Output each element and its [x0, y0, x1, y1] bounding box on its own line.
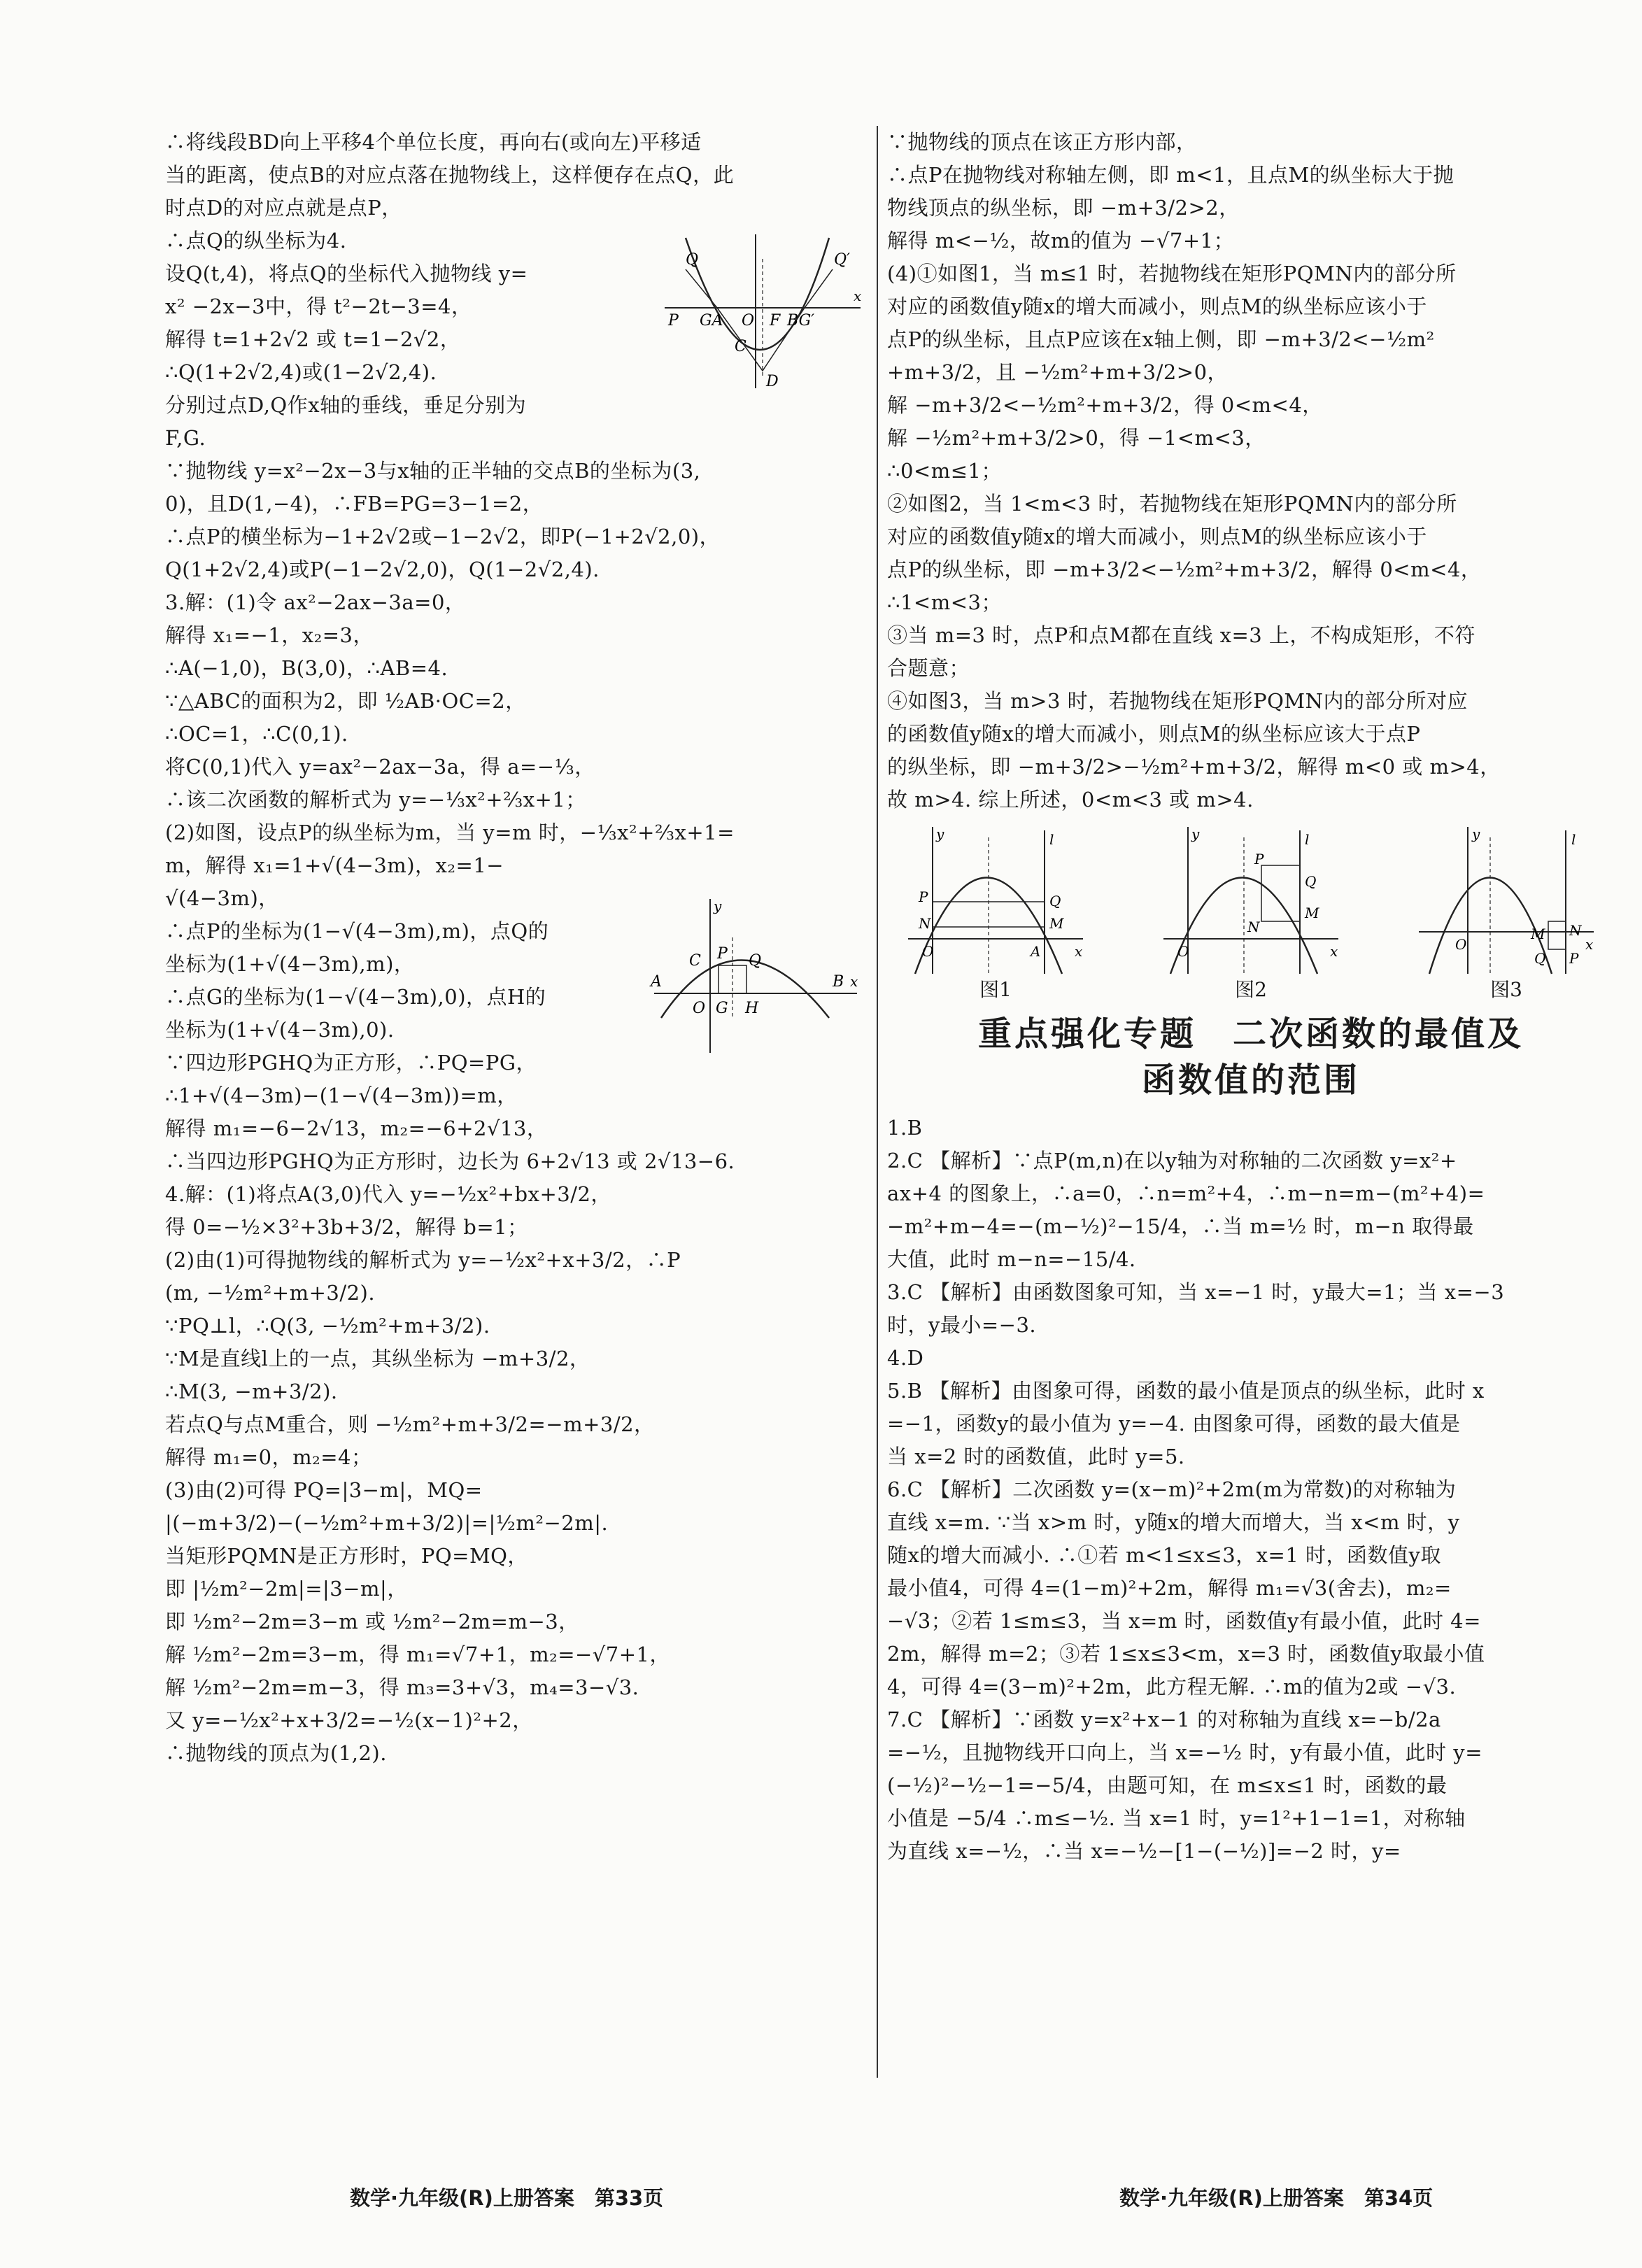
svg-text:D: D: [766, 373, 779, 390]
right-top-text-line: ∴点P在抛物线对称轴左侧，即 m<1，且点M的纵坐标大于抛: [887, 163, 1455, 187]
svg-text:Q: Q: [1049, 893, 1061, 909]
svg-text:A: A: [1031, 943, 1041, 960]
left-text-line: 又 y=−½x²+x+3/2=−½(x−1)²+2，: [165, 1708, 533, 1732]
right-top-text-line: ∵抛物线的顶点在该正方形内部，: [887, 130, 1197, 154]
left-text-line: 0)，且D(1,−4)，∴FB=PG=3−1=2，: [165, 492, 544, 516]
footer-right: 数学·九年级(R)上册答案 第34页: [1119, 2186, 1434, 2210]
svg-text:P: P: [919, 888, 928, 905]
svg-text:P: P: [668, 312, 679, 329]
right-bottom-text-line: 小值是 −5/4 ∴m≤−½. 当 x=1 时，y=1²+1−1=1，对称轴: [887, 1806, 1466, 1830]
right-top-text-line: 解得 m<−½，故m的值为 −√7+1；: [887, 229, 1235, 253]
left-text-line: ∴OC=1，∴C(0,1).: [165, 722, 348, 746]
svg-text:P: P: [717, 945, 728, 963]
left-text-line: (m, −½m²+m+3/2).: [165, 1281, 376, 1305]
figure-2-caption: 图2: [1235, 978, 1267, 1001]
right-bottom-text-line: =−½，且抛物线开口向上，当 x=−½ 时，y有最小值，此时 y=: [887, 1741, 1482, 1764]
right-bottom-text-line: ax+4 的图象上，∴a=0，∴n=m²+4，∴m−n=m−(m²+4)=: [887, 1182, 1485, 1205]
figure-3: [1412, 823, 1601, 1002]
left-text-line: 解得 x₁=−1，x₂=3，: [165, 623, 374, 647]
svg-text:Q: Q: [686, 251, 699, 269]
left-text-line: ∴点Q的纵坐标为4.: [165, 229, 347, 253]
right-top-text-line: 点P的纵坐标，即 −m+3/2<−½m²+m+3/2，解得 0<m<4，: [887, 558, 1482, 581]
left-text-line: 当的距离，使点B的对应点落在抛物线上，这样便存在点Q，此: [165, 163, 735, 187]
left-text-line: m，解得 x₁=1+√(4−3m)，x₂=1−: [165, 853, 504, 877]
left-text-line: 坐标为(1+√(4−3m),0).: [165, 1018, 395, 1042]
left-text-line: (2)由(1)可得抛物线的解析式为 y=−½x²+x+3/2，∴P: [165, 1248, 681, 1272]
figure-1-caption: 图1: [979, 978, 1012, 1001]
right-top-text-line: 对应的函数值y随x的增大而减小，则点M的纵坐标应该小于: [887, 525, 1427, 548]
svg-text:F: F: [770, 312, 781, 329]
right-top-text-line: 故 m>4. 综上所述，0<m<3 或 m>4.: [887, 788, 1254, 811]
left-text-line: ∵四边形PGHQ为正方形，∴PQ=PG，: [165, 1051, 537, 1075]
right-bottom-text-line: 为直线 x=−½，∴当 x=−½−[1−(−½)]=−2 时，y=: [887, 1839, 1401, 1863]
section-title-line-1: 重点强化专题 二次函数的最值及: [977, 1014, 1524, 1054]
svg-text:y: y: [936, 825, 944, 842]
right-top-text-line: ∴0<m≤1；: [887, 459, 1002, 483]
left-text-line: ∵△ABC的面积为2，即 ½AB·OC=2，: [165, 689, 526, 713]
left-text-line: Q(1+2√2,4)或P(−1−2√2,0)，Q(1−2√2,4).: [165, 558, 600, 581]
left-text-line: 设Q(t,4)，将点Q的坐标代入抛物线 y=: [165, 262, 528, 285]
svg-text:y: y: [1472, 825, 1480, 842]
right-bottom-text-line: 2m，解得 m=2；③若 1≤x≤3<m，x=3 时，函数值y取最小值: [887, 1642, 1485, 1666]
left-text-line: F,G.: [165, 426, 206, 450]
svg-text:P: P: [1569, 950, 1579, 967]
right-top-text-line: ②如图2，当 1<m<3 时，若抛物线在矩形PQMN内的部分所: [887, 492, 1457, 516]
svg-text:B: B: [833, 973, 844, 991]
svg-text:C: C: [735, 338, 746, 355]
svg-text:H: H: [745, 1000, 759, 1017]
svg-text:Q: Q: [1534, 950, 1546, 967]
right-bottom-text-line: 时，y最小=−3.: [887, 1313, 1037, 1337]
right-bottom-text-line: 3.C 【解析】由函数图象可知，当 x=−1 时，y最大=1；当 x=−3: [887, 1280, 1505, 1304]
svg-text:y: y: [714, 898, 722, 914]
svg-text:y: y: [1191, 825, 1200, 842]
right-top-text-line: 解 −½m²+m+3/2>0，得 −1<m<3，: [887, 426, 1266, 450]
svg-text:l: l: [1305, 831, 1310, 848]
right-bottom-text-line: (−½)²−½−1=−5/4，由题可知，在 m≤x≤1 时，函数的最: [887, 1773, 1448, 1797]
section-title-line-2: 函数值的范围: [1141, 1061, 1360, 1100]
left-text-line: 解得 t=1+2√2 或 t=1−2√2，: [165, 327, 461, 351]
left-text-line: 将C(0,1)代入 y=ax²−2ax−3a，得 a=−⅓，: [165, 755, 595, 779]
figure-1: [901, 823, 1090, 1002]
left-text-line: ∴抛物线的顶点为(1,2).: [165, 1741, 387, 1765]
left-text-line: 分别过点D,Q作x轴的垂线，垂足分别为: [165, 393, 527, 417]
svg-text:x: x: [1330, 943, 1338, 960]
svg-text:A: A: [651, 973, 662, 991]
svg-text:Q: Q: [749, 952, 762, 970]
figure-square-pghq: [647, 895, 864, 1056]
left-text-line: √(4−3m)，: [165, 886, 279, 910]
left-text-line: ∴Q(1+2√2,4)或(1−2√2,4).: [165, 360, 437, 384]
svg-text:l: l: [1049, 831, 1054, 848]
left-text-line: ∵PQ⊥l，∴Q(3, −½m²+m+3/2).: [165, 1314, 490, 1338]
figure-3-caption: 图3: [1490, 978, 1522, 1001]
svg-text:x: x: [850, 973, 858, 990]
right-bottom-text-line: −√3；②若 1≤m≤3，当 x=m 时，函数值y有最小值，此时 4=: [887, 1609, 1481, 1633]
right-top-text-line: 对应的函数值y随x的增大而减小，则点M的纵坐标应该小于: [887, 295, 1427, 318]
right-bottom-text-line: 直线 x=m. ∵当 x>m 时，y随x的增大而增大，当 x<m 时，y: [887, 1510, 1460, 1534]
right-top-text-line: ③当 m=3 时，点P和点M都在直线 x=3 上，不构成矩形，不符: [887, 623, 1475, 647]
right-top-text-line: 的纵坐标，即 −m+3/2>−½m²+m+3/2，解得 m<0 或 m>4，: [887, 755, 1501, 779]
svg-text:BG′: BG′: [787, 312, 815, 329]
left-text-line: 得 0=−½×3²+3b+3/2，解得 b=1；: [165, 1215, 528, 1239]
left-text-line: 解得 m₁=0，m₂=4；: [165, 1445, 372, 1469]
left-text-line: ∴M(3, −m+3/2).: [165, 1380, 338, 1403]
right-bottom-text-line: =−1，函数y的最小值为 y=−4. 由图象可得，函数的最大值是: [887, 1412, 1461, 1436]
right-bottom-text-line: 7.C 【解析】∵函数 y=x²+x−1 的对称轴为直线 x=−b/2a: [887, 1708, 1441, 1731]
column-divider: [877, 126, 878, 2078]
right-top-text-line: 合题意；: [887, 656, 970, 680]
left-text-line: ∴点G的坐标为(1−√(4−3m),0)，点H的: [165, 985, 546, 1009]
right-top-text-line: +m+3/2，且 −½m²+m+3/2>0，: [887, 360, 1229, 384]
left-text-line: (3)由(2)可得 PQ=|3−m|，MQ=: [165, 1478, 483, 1502]
right-bottom-text-line: 6.C 【解析】二次函数 y=(x−m)²+2m(m为常数)的对称轴为: [887, 1477, 1457, 1501]
right-top-text-line: 解 −m+3/2<−½m²+m+3/2，得 0<m<4，: [887, 393, 1323, 417]
left-text-line: (2)如图，设点P的纵坐标为m，当 y=m 时，−⅓x²+⅔x+1=: [165, 821, 735, 844]
svg-text:Q′: Q′: [834, 251, 851, 269]
left-text-line: 4.解：(1)将点A(3,0)代入 y=−½x²+bx+3/2，: [165, 1182, 611, 1206]
left-text-line: 坐标为(1+√(4−3m),m)，: [165, 952, 415, 976]
left-text-line: 3.解：(1)令 ax²−2ax−3a=0，: [165, 590, 466, 614]
svg-text:N: N: [1247, 919, 1260, 935]
svg-text:GA: GA: [700, 312, 723, 329]
left-text-line: 解 ½m²−2m=m−3，得 m₃=3+√3，m₄=3−√3.: [165, 1675, 639, 1699]
right-bottom-text-line: 2.C 【解析】∵点P(m,n)在以y轴为对称轴的二次函数 y=x²+: [887, 1149, 1457, 1172]
figure-2: [1156, 823, 1345, 1002]
right-top-text-line: ④如图3，当 m>3 时，若抛物线在矩形PQMN内的部分所对应: [887, 689, 1468, 713]
left-text-line: 解得 m₁=−6−2√13，m₂=−6+2√13，: [165, 1117, 548, 1140]
right-bottom-text-line: 随x的增大而减小. ∴①若 m<1≤x≤3，x=1 时，函数值y取: [887, 1543, 1441, 1567]
right-bottom-text-line: −m²+m−4=−(m−½)²−15/4，∴当 m=½ 时，m−n 取得最: [887, 1214, 1474, 1238]
left-text-line: 当矩形PQMN是正方形时，PQ=MQ，: [165, 1544, 528, 1568]
svg-text:l: l: [1571, 831, 1576, 848]
left-text-line: |(−m+3/2)−(−½m²+m+3/2)|=|½m²−2m|.: [165, 1511, 609, 1535]
svg-text:M: M: [1531, 926, 1545, 942]
right-top-text-line: 点P的纵坐标，且点P应该在x轴上侧，即 −m+3/2<−½m²: [887, 327, 1435, 351]
svg-text:x: x: [1585, 936, 1594, 953]
svg-text:N: N: [919, 915, 931, 932]
svg-text:M: M: [1049, 915, 1064, 932]
left-text-line: 若点Q与点M重合，则 −½m²+m+3/2=−m+3/2，: [165, 1412, 655, 1436]
right-top-text-line: ∴1<m<3；: [887, 590, 1002, 614]
figure-parabola-translation: [658, 231, 868, 392]
right-top-text-line: 的函数值y随x的增大而减小，则点M的纵坐标应该大于点P: [887, 722, 1421, 746]
left-text-line: ∴点P的横坐标为−1+2√2或−1−2√2，即P(−1+2√2,0)，: [165, 525, 721, 548]
svg-text:G: G: [716, 1000, 728, 1017]
svg-text:O: O: [693, 1000, 706, 1017]
svg-text:O: O: [742, 312, 755, 329]
right-bottom-text-line: 当 x=2 时的函数值，此时 y=5.: [887, 1445, 1185, 1468]
right-bottom-text-line: 大值，此时 m−n=−15/4.: [887, 1247, 1136, 1271]
left-text-line: ∴将线段BD向上平移4个单位长度，再向右(或向左)平移适: [165, 130, 702, 154]
left-text-line: 即 |½m²−2m|=|3−m|，: [165, 1577, 408, 1601]
svg-text:O: O: [922, 943, 934, 960]
right-bottom-text-line: 5.B 【解析】由图象可得，函数的最小值是顶点的纵坐标，此时 x: [887, 1379, 1485, 1403]
left-text-line: ∴点P的坐标为(1−√(4−3m),m)，点Q的: [165, 919, 549, 943]
right-column: [887, 126, 1615, 1868]
svg-text:x: x: [1075, 943, 1083, 960]
svg-text:x: x: [854, 288, 862, 304]
svg-text:O: O: [1455, 936, 1467, 953]
right-bottom-text-line: 最小值4，可得 4=(1−m)²+2m，解得 m₁=√3(舍去)，m₂=: [887, 1576, 1452, 1600]
left-text-line: 时点D的对应点就是点P，: [165, 196, 402, 220]
left-text-line: 解 ½m²−2m=3−m，得 m₁=√7+1，m₂=−√7+1，: [165, 1643, 670, 1666]
svg-text:M: M: [1305, 905, 1319, 921]
svg-text:Q: Q: [1305, 873, 1317, 890]
figure-row: [901, 823, 1601, 1002]
svg-text:N: N: [1569, 922, 1582, 939]
right-top-text-line: 物线顶点的纵坐标，即 −m+3/2>2，: [887, 196, 1240, 220]
svg-text:O: O: [1177, 943, 1189, 960]
footer-left: 数学·九年级(R)上册答案 第33页: [350, 2186, 664, 2210]
left-text-line: ∵抛物线 y=x²−2x−3与x轴的正半轴的交点B的坐标为(3,: [165, 459, 701, 483]
left-text-line: ∴该二次函数的解析式为 y=−⅓x²+⅔x+1；: [165, 788, 586, 811]
left-text-line: 即 ½m²−2m=3−m 或 ½m²−2m=m−3，: [165, 1610, 579, 1633]
svg-text:P: P: [1254, 851, 1264, 867]
right-bottom-text-line: 4，可得 4=(3−m)²+2m，此方程无解. ∴m的值为2或 −√3.: [887, 1675, 1457, 1699]
right-top-text: [887, 126, 1615, 816]
right-bottom-text: [887, 1112, 1615, 1868]
right-bottom-text-line: 1.B: [887, 1116, 923, 1140]
right-bottom-text-line: 4.D: [887, 1346, 924, 1370]
right-top-text-line: (4)①如图1，当 m≤1 时，若抛物线在矩形PQMN内的部分所: [887, 262, 1457, 285]
left-text-line: ∴当四边形PGHQ为正方形时，边长为 6+2√13 或 2√13−6.: [165, 1149, 735, 1173]
left-text-line: ∴1+√(4−3m)−(1−√(4−3m))=m，: [165, 1084, 518, 1107]
left-text-line: ∴A(−1,0)，B(3,0)，∴AB=4.: [165, 656, 448, 680]
left-text-line: ∵M是直线l上的一点，其纵坐标为 −m+3/2，: [165, 1347, 590, 1370]
left-text-line: x² −2x−3中，得 t²−2t−3=4，: [165, 295, 472, 318]
svg-text:C: C: [689, 952, 701, 970]
